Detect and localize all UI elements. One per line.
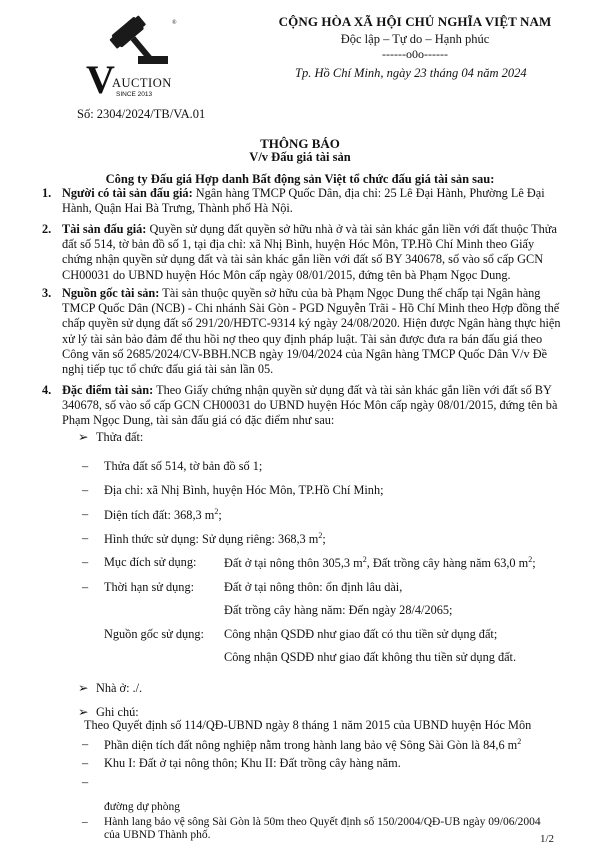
nation-title: CỘNG HÒA XÃ HỘI CHỦ NGHĨA VIỆT NAM	[278, 14, 552, 29]
land-origin-2: Công nhận QSDĐ như giao đất không thu tiền sử dụng đất.	[224, 650, 517, 664]
dash-bullet: –	[82, 756, 89, 770]
item-text: 340678, số vào sổ cấp GCN CH00031 do UBND huyện Hóc Môn cấp ngày 08/01/2015, đứng tên bà	[62, 398, 558, 413]
note-decision: Theo Quyết định số 114/QĐ-UBND ngày 8 tháng 1 năm 2015 của UBND huyện Hóc Môn	[84, 718, 532, 732]
arrow-bullet-icon: ➢	[78, 430, 89, 444]
dash-bullet: –	[82, 459, 89, 473]
item-label: Người có tài sản đấu giá:	[62, 186, 193, 200]
note-heading: Ghi chú:	[96, 705, 139, 719]
page-number-footer: 1/2	[540, 833, 555, 845]
item-text: Quyền sử dụng đất quyền sở hữu nhà ở và tài sản khác gắn liền với đất thuộc Thửa	[149, 222, 557, 236]
arrow-bullet-icon: ➢	[78, 705, 89, 719]
item-asset	[42, 222, 582, 283]
land-heading: Thửa đất:	[96, 430, 144, 444]
dash-bullet: –	[82, 483, 89, 497]
item-text: xử lý tài sản bảo đảm để thu hồi nợ theo quy định pháp luật. Tài sản được đưa ra bán đấu giá theo	[62, 331, 543, 346]
land-origin-1: Công nhận QSDĐ như giao đất có thu tiền sử dụng đất;	[224, 627, 498, 641]
motto: Độc lập – Tự do – Hạnh phúc	[340, 32, 490, 46]
house-info: Nhà ở: ./.	[96, 681, 143, 695]
item-label: Tài sản đấu giá:	[62, 222, 147, 236]
item-text: đất số 514, tờ bản đồ số 1, tại địa chỉ: xã Nhị Bình, huyện Hóc Môn, TP.Hồ Chí Minh theo Giấy	[62, 237, 535, 252]
logo-brand: AUCTION	[112, 76, 172, 90]
reference-number: Số: 2304/2024/TB/VA.01	[77, 107, 206, 121]
item-text: CH00031 do UBND huyện Hóc Môn cấp ngày 08/01/2015, đứng tên bà Phạm Ngọc Dung.	[62, 267, 511, 282]
item-text: TMCP Quốc Dân (NCB) - Chi nhánh Sài Gòn - PGD Nguyễn Trãi - Hồ Chí Minh theo Hợp đồng thế	[62, 301, 560, 316]
arrow-bullet-icon: ➢	[78, 681, 89, 695]
separator: ------o0o------	[382, 47, 448, 61]
place-date: Tp. Hồ Chí Minh, ngày 23 tháng 04 năm 2024	[295, 66, 527, 80]
note-bullet-1	[104, 737, 521, 753]
item-text: Theo Giấy chứng nhận quyền sử dụng đất và tài sản khác gắn liền với đất số BY	[156, 383, 552, 397]
land-origin-label: Nguồn gốc sử dụng:	[104, 627, 204, 641]
dash-bullet: –	[82, 555, 89, 569]
note-bullet-4-line-2: của UBND Thành phố.	[104, 829, 211, 841]
land-term-1: Đất ở tại nông thôn: ổn định lâu dài,	[224, 580, 403, 594]
superscript: 2	[517, 737, 522, 746]
dash-bullet: –	[82, 816, 88, 828]
land-term-label: Thời hạn sử dụng:	[104, 580, 195, 594]
item-text: Tài sản thuộc quyền sở hữu của bà Phạm Ngọc Dung thế chấp tại Ngân hàng	[162, 286, 541, 300]
dash-bullet: –	[82, 531, 89, 545]
land-area-text: Diện tích đất: 368,3 m	[104, 508, 215, 523]
national-header	[250, 14, 580, 62]
item-text: Công văn số 2685/2024/CV-BBH.NCB ngày 19/04/2024 của Ngân hàng TMCP Quốc Dân V/v Đề	[62, 346, 548, 361]
logo-since: SINCE 2013	[116, 91, 153, 98]
item-number: 4.	[42, 383, 52, 397]
dash-bullet: –	[82, 775, 89, 789]
item-label: Đặc điểm tài sản:	[62, 383, 154, 397]
logo-letter: V	[86, 57, 115, 102]
item-number: 1.	[42, 186, 52, 200]
note-text: Phần diện tích đất nông nghiệp nằm trong hành lang bảo vệ Sông Sài Gòn là 84,6 m	[104, 738, 518, 753]
item-number: 3.	[42, 286, 52, 300]
purpose-text: Đất ở tại nông thôn 305,3 m	[224, 556, 363, 571]
superscript: 2	[362, 555, 367, 564]
land-area: Diện tích đất: 368,3 $m^2$;	[104, 507, 222, 523]
notice-intro: Công ty Đấu giá Hợp danh Bất động sản Việt tổ chức đấu giá tài sản sau:	[105, 172, 495, 186]
notice-subtitle: V/v Đấu giá tài sản	[249, 150, 351, 164]
note-bullet-4-line-1: Hành lang bảo vệ sông Sài Gòn là 50m theo Quyết định số 150/2004/QĐ-UB ngày 09/06/2004	[104, 816, 541, 828]
superscript: 2	[318, 531, 323, 540]
land-parcel: Thửa đất số 514, tờ bản đồ số 1;	[104, 459, 263, 473]
item-text: nghị tiếp tục tổ chức đấu giá tài sản lần 05.	[62, 362, 274, 377]
item-text: Phạm Ngọc Dung, tài sản đấu giá có đặc điểm như sau:	[62, 413, 335, 428]
item-origin	[42, 286, 582, 377]
land-purpose-label: Mục đích sử dụng:	[104, 555, 197, 569]
note-bullet-3-line-3: đường dự phòng	[104, 801, 181, 813]
land-term-2: Đất trồng cây hàng năm: Đến ngày 28/4/2065;	[224, 603, 453, 617]
item-number: 2.	[42, 222, 52, 236]
dash-bullet: –	[82, 507, 89, 521]
notice-title: THÔNG BÁO	[260, 136, 340, 151]
item-features	[42, 383, 582, 429]
superscript: 2	[528, 555, 533, 564]
land-form: Hình thức sử dụng: Sử dụng riêng: 368,3 $m^2$;	[104, 531, 326, 547]
item-text: Ngân hàng TMCP Quốc Dân, địa chỉ: 25 Lê Đại Hành, Phường Lê Đại	[195, 186, 545, 200]
item-owner	[42, 186, 582, 216]
dash-bullet: –	[82, 737, 89, 751]
item-text: chứng nhận quyền sử dụng đất và tài sản khác gắn liền với đất số BY 340678, số vào sổ cấp GCN	[62, 252, 544, 267]
svg-text:®: ®	[172, 20, 177, 26]
land-purpose-value: Đất ở tại nông thôn 305,3 $m^2$, Đất trồng cây hàng năm 63,0 $m^2$;	[224, 555, 536, 571]
superscript: 2	[214, 507, 219, 516]
note-bullet-2: Khu I: Đất ở tại nông thôn; Khu II: Đất trồng cây hàng năm.	[104, 756, 401, 770]
item-text: Hành, Quận Hai Bà Trưng, Thành phố Hà Nội.	[62, 201, 293, 216]
item-label: Nguồn gốc tài sản:	[62, 286, 160, 300]
company-logo	[86, 10, 182, 102]
purpose-text: , Đất trồng cây hàng năm 63,0 m	[366, 556, 529, 571]
dash-bullet: –	[82, 580, 89, 594]
land-form-text: Hình thức sử dụng: Sử dụng riêng: 368,3 m	[104, 532, 319, 547]
item-text: chấp quyền sử dụng đất số 291/20/HĐTC-9314 ký ngày 24/08/2020. Hiện được Ngân hàng thực hiện	[62, 316, 561, 331]
land-address: Địa chỉ: xã Nhị Bình, huyện Hóc Môn, TP.Hồ Chí Minh;	[104, 483, 384, 497]
